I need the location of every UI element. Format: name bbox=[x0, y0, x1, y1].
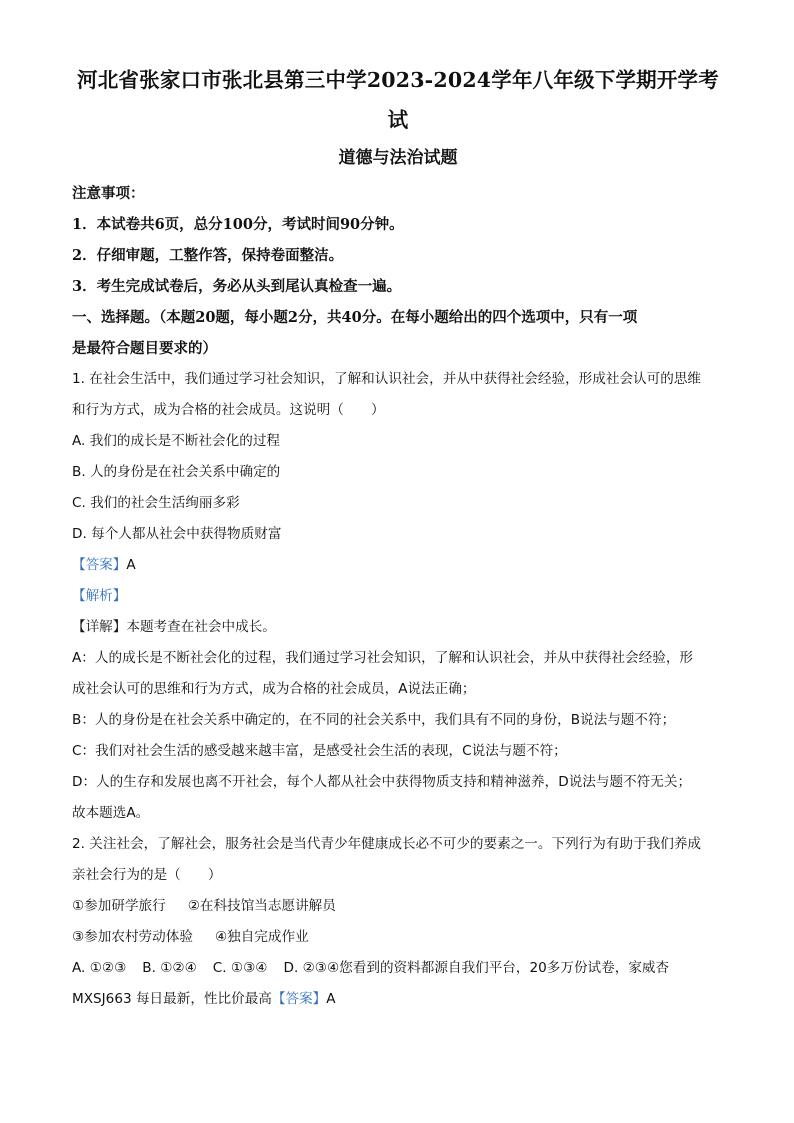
notice-item: 3．考生完成试卷后，务必从头到尾认真检查一遍。 bbox=[72, 278, 402, 295]
q1-answer bbox=[72, 550, 724, 581]
answer-tag: 【答案】 bbox=[271, 991, 327, 1007]
q2-item: ①参加研学旅行 bbox=[72, 898, 166, 914]
q1-option-d: D. 每个人都从社会中获得物质财富 bbox=[72, 526, 282, 542]
section-heading-line2: 是最符合题目要求的） bbox=[72, 340, 217, 357]
q1-option-a: A. 我们的成长是不断社会化的过程 bbox=[72, 433, 281, 449]
answer-tag: 【答案】 bbox=[72, 557, 127, 573]
q1-explain-line: 成社会认可的思维和行为方式，成为合格的社会成员，A说法正确； bbox=[72, 681, 476, 697]
document-title-line1: 河北省张家口市张北县第三中学2023-2024学年八年级下学期开学考 bbox=[77, 68, 719, 92]
detail-intro: 本题考查在社会中成长。 bbox=[126, 619, 276, 635]
promo-text: MXSJ663 每日最新，性比价最高 bbox=[72, 991, 272, 1007]
q2-promo-answer-line bbox=[72, 984, 724, 1015]
analysis-tag: 【解析】 bbox=[72, 588, 127, 604]
notice-heading: 注意事项： bbox=[72, 185, 145, 202]
q1-stem-line2: 和行为方式，成为合格的社会成员。这说明（ ） bbox=[72, 402, 385, 418]
q1-explain-line: A：人的成长是不断社会化的过程，我们通过学习社会知识，了解和认识社会，并从中获得社会经验，形 bbox=[72, 650, 694, 666]
q2-items-row1 bbox=[72, 891, 724, 922]
notice-item: 2．仔细审题，工整作答，保持卷面整洁。 bbox=[72, 247, 344, 264]
q1-explain-line: D：人的生存和发展也离不开社会，每个人都从社会中获得物质支持和精神滋养，D说法与题不符无关； bbox=[72, 774, 692, 790]
q2-option-d: D. ②③④ bbox=[283, 960, 340, 976]
q1-explain-line: C：我们对社会生活的感受越来越丰富，是感受社会生活的表现，C说法与题不符； bbox=[72, 743, 567, 759]
q1-detail bbox=[72, 612, 724, 643]
q1-analysis bbox=[72, 581, 724, 612]
q2-option-a: A. ①②③ bbox=[72, 960, 127, 976]
detail-tag: 【详解】 bbox=[72, 619, 127, 635]
q2-option-c: C. ①③④ bbox=[212, 960, 268, 976]
q2-option-b: B. ①②④ bbox=[142, 960, 197, 976]
q2-item: ③参加农村劳动体验 bbox=[72, 929, 193, 945]
document-page bbox=[72, 60, 724, 1015]
q2-options-row bbox=[72, 953, 724, 984]
q2-item: ④独自完成作业 bbox=[214, 929, 309, 945]
section-heading-line1: 一、选择题。（本题20题，每小题2分，共40分。在每小题给出的四个选项中，只有一项 bbox=[72, 309, 638, 326]
q1-explain-line: B：人的身份是在社会关系中确定的，在不同的社会关系中，我们具有不同的身份，B说法与题不符； bbox=[72, 712, 676, 728]
notice-item: 1．本试卷共6页，总分100分，考试时间90分钟。 bbox=[72, 216, 404, 233]
q1-option-b: B. 人的身份是在社会关系中确定的 bbox=[72, 464, 281, 480]
q1-explain-line: 故本题选A。 bbox=[72, 805, 150, 821]
q1-stem-line1: 1. 在社会生活中，我们通过学习社会知识，了解和认识社会，并从中获得社会经验，形成社会认可的思维 bbox=[72, 371, 702, 387]
document-title-line2: 试 bbox=[387, 108, 409, 132]
answer-value: A bbox=[126, 557, 136, 573]
promo-text: 您看到的资料都源自我们平台，20多万份试卷，家威杏 bbox=[339, 960, 670, 976]
q1-option-c: C. 我们的社会生活绚丽多彩 bbox=[72, 495, 240, 511]
q2-items-row2 bbox=[72, 922, 724, 953]
q2-item: ②在科技馆当志愿讲解员 bbox=[187, 898, 336, 914]
answer-value: A bbox=[326, 991, 336, 1007]
q2-stem-line2: 亲社会行为的是（ ） bbox=[72, 867, 222, 883]
q2-stem-line1: 2. 关注社会，了解社会，服务社会是当代青少年健康成长必不可少的要素之一。下列行为有助于我们养成 bbox=[72, 836, 702, 852]
document-subtitle: 道德与法治试题 bbox=[338, 148, 458, 168]
